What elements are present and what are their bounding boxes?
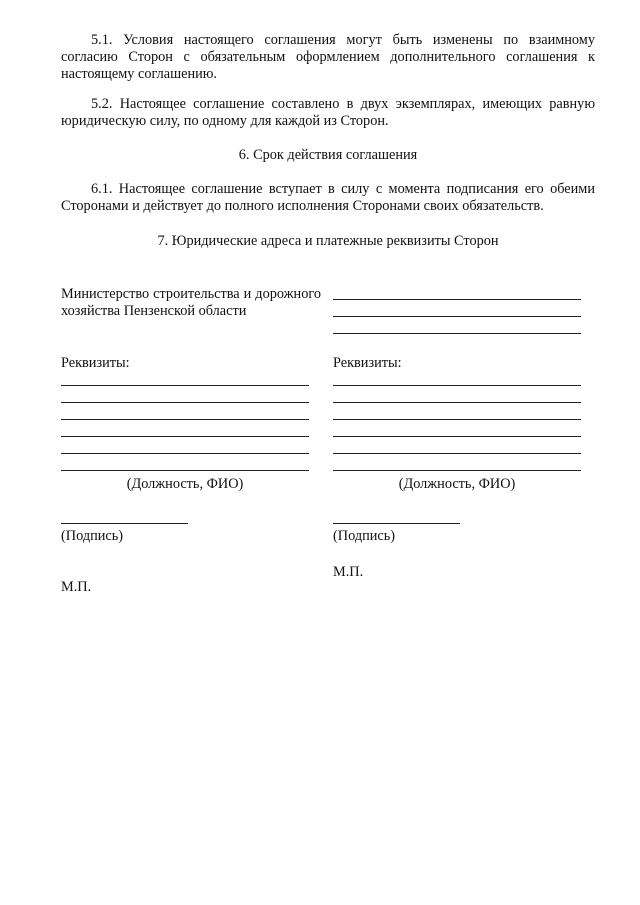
right-requisites-line-6 <box>333 470 581 471</box>
right-signature-caption: (Подпись) <box>333 528 396 544</box>
right-requisites-line-2 <box>333 402 581 403</box>
right-party-name-line-1 <box>333 299 581 300</box>
paragraph-6-1: 6.1. Настоящее соглашение вступает в силу с момента подписания его обеими Сторонами и действует до полного исполнения Сторонами своих обязательств. <box>61 181 595 214</box>
left-requisites-line-5 <box>61 453 309 454</box>
left-position-caption: (Должность, ФИО) <box>126 476 244 492</box>
right-requisites-line-1 <box>333 385 581 386</box>
right-requisites-line-3 <box>333 419 581 420</box>
left-signature-line <box>61 523 188 524</box>
left-requisites-line-1 <box>61 385 309 386</box>
left-party-organization: Министерство строительства и дорожного хозяйства Пензенской области <box>61 286 321 319</box>
right-signature-line <box>333 523 460 524</box>
left-requisites-line-4 <box>61 436 309 437</box>
right-party-name-line-3 <box>333 333 581 334</box>
right-party-name-line-2 <box>333 316 581 317</box>
left-stamp-label: М.П. <box>61 579 92 595</box>
left-signature-caption: (Подпись) <box>61 528 124 544</box>
section-6-heading: 6. Срок действия соглашения <box>238 147 418 163</box>
right-requisites-label: Реквизиты: <box>333 355 402 371</box>
left-requisites-label: Реквизиты: <box>61 355 130 371</box>
right-stamp-label: М.П. <box>333 564 364 580</box>
right-requisites-line-4 <box>333 436 581 437</box>
left-requisites-line-3 <box>61 419 309 420</box>
section-7-heading: 7. Юридические адреса и платежные реквизиты Сторон <box>157 233 499 249</box>
right-position-caption: (Должность, ФИО) <box>398 476 516 492</box>
paragraph-5-2: 5.2. Настоящее соглашение составлено в двух экземплярах, имеющих равную юридическую силу, по одному для каждой из Сторон. <box>61 96 595 129</box>
right-requisites-line-5 <box>333 453 581 454</box>
left-requisites-line-2 <box>61 402 309 403</box>
left-requisites-line-6 <box>61 470 309 471</box>
paragraph-5-1: 5.1. Условия настоящего соглашения могут быть изменены по взаимному согласию Сторон с обязательным оформлением дополнительного соглашения к настоящему соглашению. <box>61 32 595 82</box>
